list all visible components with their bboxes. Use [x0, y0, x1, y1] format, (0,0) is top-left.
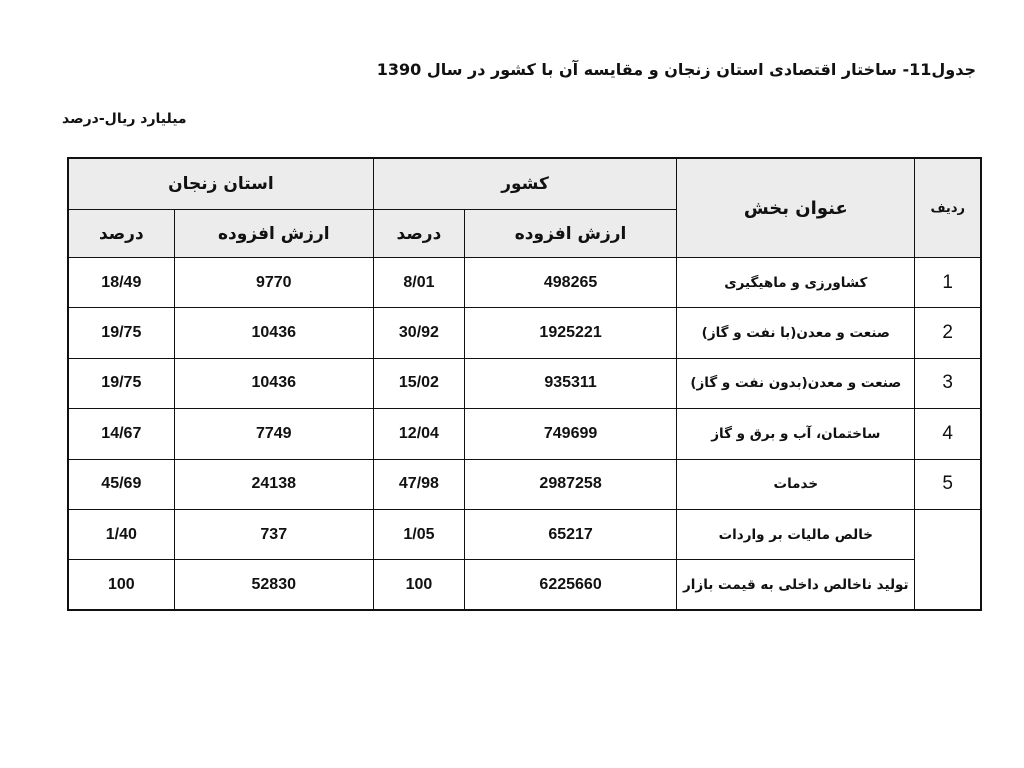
country-percent: 100 — [373, 560, 464, 610]
country-value-added: 935311 — [464, 358, 676, 408]
row-number: 3 — [915, 358, 981, 408]
country-value-added: 65217 — [464, 509, 676, 559]
header-province-percent: درصد — [68, 210, 174, 258]
table-row — [68, 459, 981, 509]
province-percent: 19/75 — [68, 308, 174, 358]
header-radif: ردیف — [915, 158, 981, 258]
province-value-added: 737 — [174, 509, 373, 559]
province-value-added: 9770 — [174, 258, 373, 308]
province-value-added: 10436 — [174, 358, 373, 408]
country-percent: 30/92 — [373, 308, 464, 358]
province-percent: 45/69 — [68, 459, 174, 509]
province-percent: 19/75 — [68, 358, 174, 408]
table-row — [68, 560, 981, 610]
province-percent: 100 — [68, 560, 174, 610]
country-percent: 15/02 — [373, 358, 464, 408]
header-sector: عنوان بخش — [677, 158, 915, 258]
header-country: کشور — [373, 158, 676, 210]
province-value-added: 52830 — [174, 560, 373, 610]
table-row — [68, 509, 981, 559]
header-province: استان زنجان — [68, 158, 373, 210]
country-percent: 12/04 — [373, 409, 464, 459]
sector-name: صنعت و معدن(بدون نفت و گاز) — [677, 358, 915, 408]
province-percent: 18/49 — [68, 258, 174, 308]
page-title: جدول11- ساختار اقتصادی استان زنجان و مقایسه آن با کشور در سال 1390 — [376, 60, 976, 79]
row-number: 2 — [915, 308, 981, 358]
sector-name: خالص مالیات بر واردات — [677, 509, 915, 559]
province-percent: 1/40 — [68, 509, 174, 559]
province-value-added: 10436 — [174, 308, 373, 358]
table-row — [68, 308, 981, 358]
table-row — [68, 358, 981, 408]
sector-name: کشاورزی و ماهیگیری — [677, 258, 915, 308]
country-value-added: 498265 — [464, 258, 676, 308]
country-value-added: 1925221 — [464, 308, 676, 358]
header-country-percent: درصد — [373, 210, 464, 258]
row-number: 5 — [915, 459, 981, 509]
sector-name: خدمات — [677, 459, 915, 509]
country-value-added: 2987258 — [464, 459, 676, 509]
province-percent: 14/67 — [68, 409, 174, 459]
country-percent: 1/05 — [373, 509, 464, 559]
header-country-value-added: ارزش افزوده — [464, 210, 676, 258]
province-value-added: 7749 — [174, 409, 373, 459]
province-value-added: 24138 — [174, 459, 373, 509]
row-number-merged — [915, 509, 981, 610]
table-row — [68, 258, 981, 308]
sector-name: تولید ناخالص داخلی به قیمت بازار — [677, 560, 915, 610]
unit-note: میلیارد ریال-درصد — [62, 111, 187, 127]
row-number: 4 — [915, 409, 981, 459]
country-value-added: 749699 — [464, 409, 676, 459]
table-row — [68, 409, 981, 459]
header-province-value-added: ارزش افزوده — [174, 210, 373, 258]
sector-name: ساختمان، آب و برق و گاز — [677, 409, 915, 459]
country-value-added: 6225660 — [464, 560, 676, 610]
row-number: 1 — [915, 258, 981, 308]
economic-structure-table — [67, 157, 982, 611]
sector-name: صنعت و معدن(با نفت و گاز) — [677, 308, 915, 358]
country-percent: 8/01 — [373, 258, 464, 308]
country-percent: 47/98 — [373, 459, 464, 509]
